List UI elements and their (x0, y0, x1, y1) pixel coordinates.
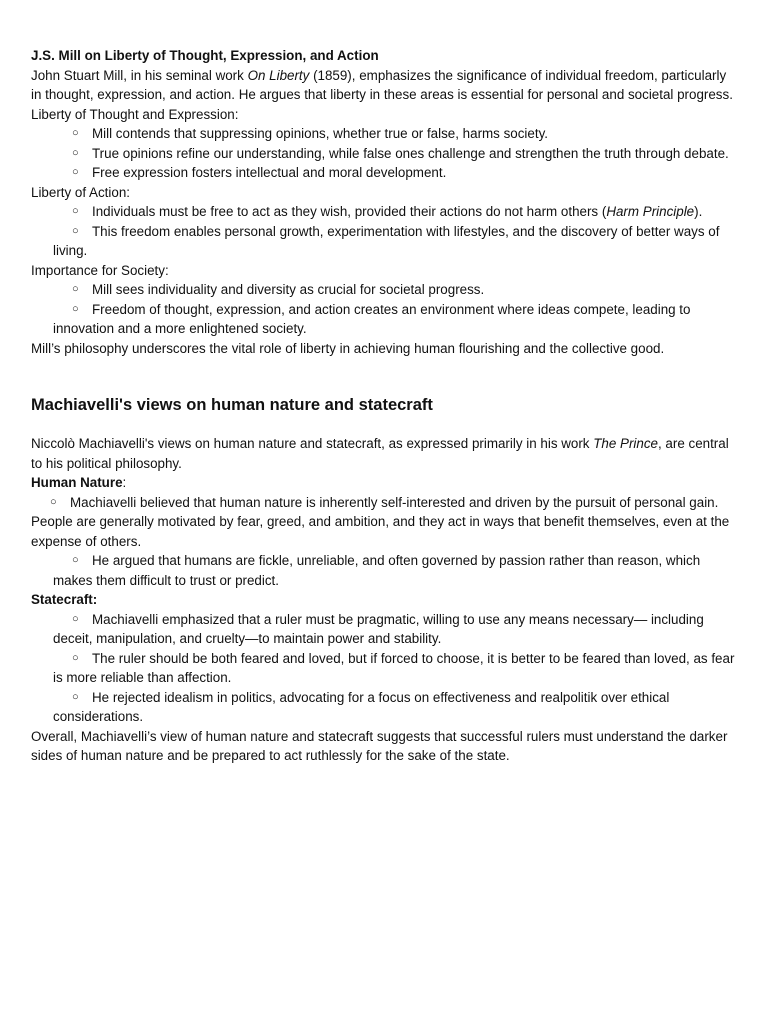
bullet-icon: ○ (72, 612, 79, 625)
bullet-icon: ○ (72, 166, 79, 178)
list-item-text: Machiavelli emphasized that a ruler must be pragmatic, willing to use any means necessary— including deceit, manipulation, and cruelty—to maintain power and stability. (53, 611, 704, 646)
list-item (31, 688, 738, 727)
mill-sec3-label: Importance for Society: (31, 262, 169, 278)
human-nature-label (31, 473, 738, 493)
list-item (31, 551, 738, 590)
label-colon: : (122, 475, 127, 490)
bullet-icon: ○ (72, 205, 79, 217)
mill-intro-text-rest: (1859), emphasizes the significance of individual freedom, particularly in thought, expression, and action. He argues that liberty in these areas is essential for personal and societal progress. (31, 67, 733, 102)
list-item-text: This freedom enables personal growth, experimentation with lifestyles, and the discovery of better ways of living. (53, 223, 720, 258)
list-item (31, 493, 738, 552)
on-liberty-title: On Liberty (247, 67, 310, 83)
list-item (31, 144, 738, 164)
list-item-text: The ruler should be both feared and loved, but if forced to choose, it is better to be feared than loved, as fear is more reliable than affection. (53, 650, 735, 685)
bullet-icon: ○ (72, 224, 79, 237)
list-item (31, 280, 738, 300)
list-item-text: ). (694, 204, 703, 219)
machiavelli-intro-text-rest: , are central to his political philosophy. (31, 436, 729, 471)
list-item-text: Mill contends that suppressing opinions, whether true or false, harms society. (92, 126, 549, 141)
bullet-icon: ○ (72, 302, 79, 315)
list-item (31, 222, 738, 261)
bullet-icon: ○ (72, 651, 79, 664)
list-item (31, 300, 738, 339)
bullet-icon: ○ (72, 127, 79, 139)
bullet-icon: ○ (72, 554, 79, 566)
mill-heading: J.S. Mill on Liberty of Thought, Expression, and Action (31, 48, 379, 63)
the-prince-title: The Prince (593, 436, 658, 451)
bullet-icon: ○ (72, 146, 79, 159)
bullet-icon: ○ (50, 495, 57, 508)
machiavelli-conclusion: Overall, Machiavelli’s view of human nature and statecraft suggests that successful rulers must understand the darker sides of human nature and be prepared to act ruthlessly for the sake of the state. (31, 728, 728, 763)
list-item (31, 610, 738, 649)
mill-conclusion: Mill’s philosophy underscores the vital role of liberty in achieving human flourishing and the collective good. (31, 340, 665, 356)
statecraft-label-bold: Statecraft: (31, 592, 98, 607)
mill-intro-text: John Stuart Mill, in his seminal work (31, 67, 248, 83)
mill-sec1-label: Liberty of Thought and Expression: (31, 106, 239, 122)
list-item (31, 202, 738, 222)
list-item-text: Free expression fosters intellectual and moral development. (92, 165, 447, 180)
list-item (31, 124, 738, 144)
list-item-text: Freedom of thought, expression, and action creates an environment where ideas compete, leading to innovation and a more enlightened society. (53, 301, 691, 336)
list-item-text: He rejected idealism in politics, advocating for a focus on effectiveness and realpolitik over ethical considerations. (53, 689, 670, 724)
mill-intro (31, 66, 738, 105)
machiavelli-intro (31, 434, 738, 473)
bullet-icon: ○ (72, 283, 79, 295)
bullet-icon: ○ (72, 690, 79, 703)
mill-sec2-label: Liberty of Action: (31, 184, 130, 200)
statecraft-label (31, 590, 738, 610)
human-nature-label-bold: Human Nature (31, 475, 123, 490)
list-item (31, 163, 738, 183)
machiavelli-intro-text: Niccolò Machiavelli's views on human nature and statecraft, as expressed primarily in his work (31, 436, 594, 451)
harm-principle-term: Harm Principle (606, 204, 695, 219)
list-item-text: True opinions refine our understanding, while false ones challenge and strengthen the truth through debate. (92, 145, 729, 161)
list-item-text: Individuals must be free to act as they wish, provided their actions do not harm others ( (92, 204, 607, 219)
list-item (31, 649, 738, 688)
list-item-text: He argued that humans are fickle, unreliable, and often governed by passion rather than reason, which makes them difficult to trust or predict. (53, 553, 701, 588)
list-item-text: Machiavelli believed that human nature is inherently self-interested and driven by the pursuit of personal gain. People are generally motivated by fear, greed, and ambition, and they act in ways that benefit themselves, even at the expense of others. (31, 494, 730, 549)
machiavelli-heading: Machiavelli's views on human nature and statecraft (31, 396, 433, 414)
list-item-text: Mill sees individuality and diversity as crucial for societal progress. (92, 282, 485, 297)
